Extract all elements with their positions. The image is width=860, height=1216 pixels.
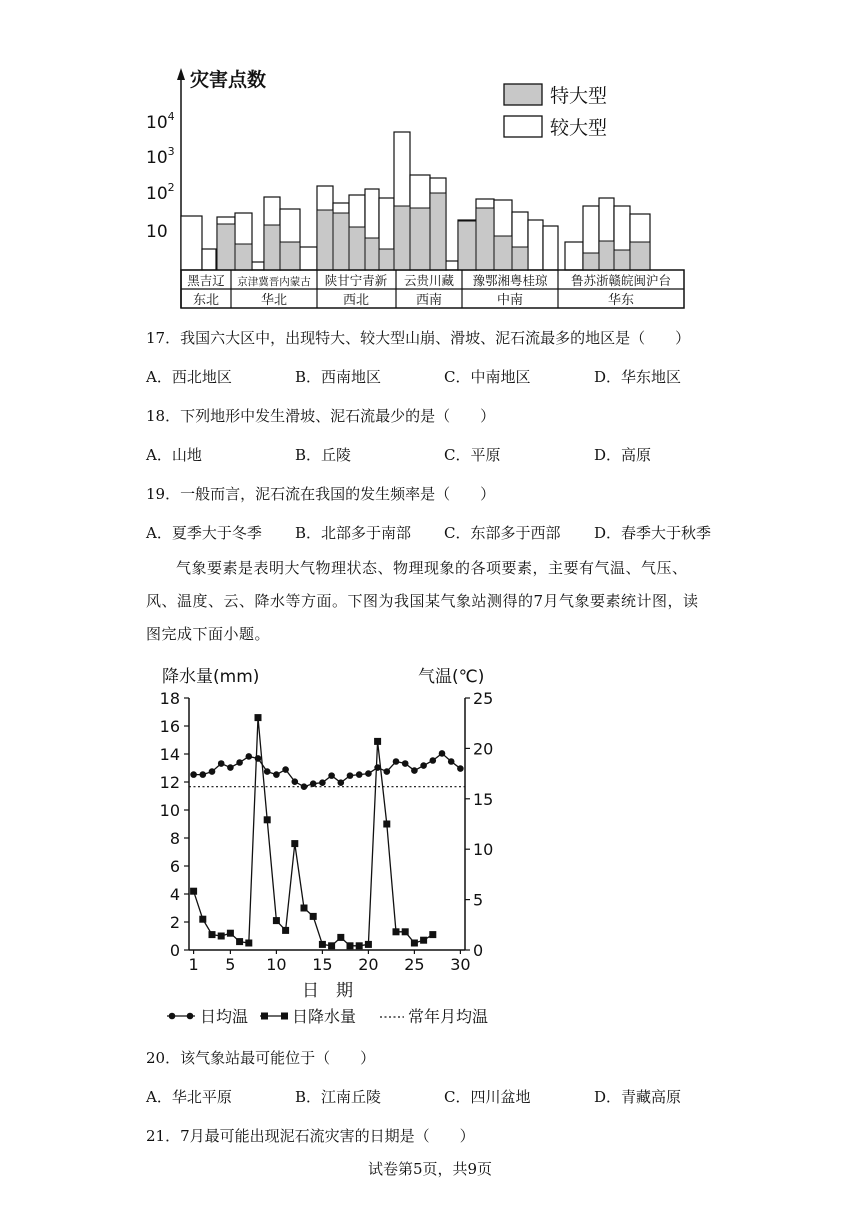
option-19a[interactable]: A．夏季大于冬季 bbox=[146, 524, 262, 542]
temp-point bbox=[402, 760, 409, 767]
precip-point bbox=[218, 933, 225, 940]
temp-point bbox=[347, 772, 354, 779]
temp-point bbox=[319, 779, 326, 786]
precip-point bbox=[319, 941, 326, 948]
temp-point bbox=[310, 780, 317, 787]
temp-point bbox=[384, 768, 391, 775]
svg-text:104: $10^4$ bbox=[146, 110, 175, 133]
x-tick-label: 25 bbox=[404, 955, 425, 974]
y-tick-10e4: 4 bbox=[167, 110, 175, 123]
svg-text:103: $10^3$ bbox=[146, 145, 175, 168]
precip-point bbox=[347, 942, 354, 949]
option-18c[interactable]: C．平原 bbox=[444, 446, 501, 464]
temp-point bbox=[200, 771, 207, 778]
bar-major bbox=[458, 221, 476, 270]
legend-label-major: 特大型 bbox=[550, 85, 608, 107]
y-right-tick-label: 10 bbox=[473, 840, 494, 860]
bar-large bbox=[181, 216, 202, 270]
y-right-tick-label: 25 bbox=[473, 689, 494, 708]
temp-point bbox=[457, 765, 464, 772]
temp-point bbox=[356, 771, 363, 778]
temp-point bbox=[448, 758, 455, 765]
y-left-label: 降水量(mm) bbox=[162, 667, 260, 687]
intro-paragraph: 气象要素是表明大气物理状态、物理现象的各项要素，主要有气温、气压、风、温度、云、降水等方面。下图为我国某气象站测得的7月气象要素统计图，读图完成下面小题。 bbox=[146, 559, 699, 643]
bar-major bbox=[630, 242, 650, 270]
bar-large bbox=[565, 242, 583, 270]
temp-point bbox=[328, 772, 335, 779]
question-20: 20．该气象站最可能位于（ ） bbox=[146, 1049, 376, 1067]
y-tick-label bbox=[146, 110, 175, 133]
precip-point bbox=[310, 913, 317, 920]
province-cell: 云贵川藏 bbox=[403, 273, 455, 288]
y-left-tick-label: 16 bbox=[159, 717, 180, 736]
precip-point bbox=[190, 888, 197, 895]
option-17d[interactable]: D．华东地区 bbox=[594, 368, 682, 386]
y-tick-label bbox=[146, 181, 175, 204]
precip-point bbox=[301, 905, 308, 912]
legend-swatch-white bbox=[504, 116, 542, 137]
option-17a[interactable]: A．西北地区 bbox=[146, 368, 232, 386]
y-left-tick-label: 4 bbox=[169, 885, 180, 904]
bar-major bbox=[333, 213, 349, 270]
bar-large bbox=[300, 247, 317, 270]
region-cell: 西南 bbox=[415, 293, 443, 308]
temp-point bbox=[255, 755, 262, 762]
question-17: 17．我国六大区中，出现特大、较大型山崩、滑坡、泥石流最多的地区是（ ） bbox=[146, 329, 691, 347]
precip-point bbox=[365, 941, 372, 948]
precip-point bbox=[236, 938, 243, 945]
region-cell: 东北 bbox=[192, 293, 220, 308]
region-cell: 西北 bbox=[342, 293, 370, 308]
svg-text:102: $10^2$ bbox=[146, 181, 175, 204]
option-17c[interactable]: C．中南地区 bbox=[444, 368, 531, 386]
legend-precip-marker bbox=[281, 1013, 288, 1020]
precip-point bbox=[402, 928, 409, 935]
y-axis-label: 灾害点数 bbox=[190, 69, 267, 91]
bar-major bbox=[264, 225, 280, 270]
legend-precip: 日降水量 bbox=[292, 1007, 357, 1026]
bar-large bbox=[202, 249, 216, 270]
option-19b[interactable]: B．北部多于南部 bbox=[295, 524, 412, 542]
bar-major bbox=[365, 238, 379, 270]
region-table bbox=[181, 270, 684, 308]
weather-chart bbox=[150, 660, 510, 1030]
y-left-tick-label: 14 bbox=[159, 745, 180, 764]
province-cell: 豫鄂湘粤桂琼 bbox=[472, 273, 548, 288]
province-cell: 黑吉辽 bbox=[187, 273, 225, 288]
legend-temp-marker bbox=[169, 1013, 176, 1020]
province-cell: 京津冀晋内蒙古 bbox=[237, 276, 311, 288]
option-18b[interactable]: B．丘陵 bbox=[295, 446, 352, 464]
bar-major bbox=[394, 206, 410, 270]
temp-point bbox=[273, 771, 280, 778]
bar-major bbox=[217, 224, 235, 270]
precip-point bbox=[264, 816, 271, 823]
region-cell: 中南 bbox=[496, 293, 524, 308]
y-right-tick-label: 0 bbox=[473, 941, 484, 960]
option-18d[interactable]: D．高原 bbox=[594, 446, 652, 464]
temp-point bbox=[209, 768, 216, 775]
y-left-tick-label: 6 bbox=[169, 857, 180, 876]
y-left-tick-label: 2 bbox=[169, 913, 180, 932]
temp-point bbox=[292, 778, 299, 785]
precip-point bbox=[420, 937, 427, 944]
temp-point bbox=[374, 764, 381, 771]
x-axis-label: 日 期 bbox=[302, 981, 353, 1001]
precip-point bbox=[273, 917, 280, 924]
bar-major bbox=[280, 242, 300, 270]
precip-point bbox=[199, 916, 206, 923]
precip-point bbox=[411, 940, 418, 947]
bar-major bbox=[349, 227, 365, 270]
precip-point bbox=[291, 840, 298, 847]
bar-major bbox=[614, 250, 630, 270]
precip-point bbox=[393, 928, 400, 935]
bar-major bbox=[583, 253, 599, 270]
temp-point bbox=[420, 762, 427, 769]
bar-major bbox=[599, 241, 614, 270]
option-20d[interactable]: D．青藏高原 bbox=[594, 1088, 682, 1106]
y-right-tick-label: 5 bbox=[473, 890, 484, 910]
y-right-tick-label: 15 bbox=[473, 789, 494, 809]
temp-point bbox=[365, 770, 372, 777]
bar-large bbox=[446, 261, 458, 270]
temp-point bbox=[282, 766, 289, 773]
x-tick-label: 15 bbox=[312, 955, 333, 974]
question-19: 19．一般而言，泥石流在我国的发生频率是（ ） bbox=[146, 485, 496, 503]
bar-major bbox=[476, 208, 494, 270]
y-left-tick-label: 18 bbox=[159, 689, 180, 708]
option-20b[interactable]: B．江南丘陵 bbox=[295, 1088, 382, 1106]
precip-point bbox=[429, 931, 436, 938]
temp-point bbox=[430, 757, 437, 764]
temp-series-line bbox=[194, 753, 461, 786]
temp-point bbox=[264, 768, 271, 775]
option-17b[interactable]: B．西南地区 bbox=[295, 368, 382, 386]
legend-temp-marker bbox=[187, 1013, 194, 1020]
legend-normal: 常年月均温 bbox=[408, 1007, 489, 1026]
temp-point bbox=[227, 764, 234, 771]
question-18: 18．下列地形中发生滑坡、泥石流最少的是（ ） bbox=[146, 407, 496, 425]
option-18a[interactable]: A．山地 bbox=[146, 446, 202, 464]
temp-point bbox=[439, 750, 446, 757]
bar-large bbox=[528, 220, 543, 270]
legend bbox=[167, 1007, 488, 1026]
y-tick-10: 10 bbox=[146, 222, 168, 242]
y-right-tick-label: 20 bbox=[473, 739, 494, 759]
bar-major bbox=[235, 244, 252, 270]
precip-series-line bbox=[194, 718, 433, 946]
bar-major bbox=[317, 210, 333, 270]
bar-major bbox=[410, 208, 430, 270]
temp-point bbox=[411, 767, 418, 774]
region-cell: 华东 bbox=[607, 293, 635, 308]
legend-label-large: 较大型 bbox=[550, 117, 608, 139]
temp-point bbox=[246, 753, 253, 760]
temp-point bbox=[301, 783, 308, 790]
option-19c[interactable]: C．东部多于西部 bbox=[444, 524, 561, 542]
legend-temp: 日均温 bbox=[200, 1007, 249, 1026]
precip-point bbox=[209, 931, 216, 938]
precip-point bbox=[245, 940, 252, 947]
temp-point bbox=[190, 771, 197, 778]
y-left-tick-label: 12 bbox=[159, 773, 180, 792]
option-19d[interactable]: D．春季大于秋季 bbox=[594, 524, 712, 542]
temp-point bbox=[236, 759, 243, 766]
y-tick-10e2: 2 bbox=[167, 181, 175, 194]
precip-point bbox=[374, 738, 381, 745]
x-tick-label: 5 bbox=[225, 955, 236, 974]
question-21: 21．7月最可能出现泥石流灾害的日期是（ ） bbox=[146, 1127, 475, 1145]
option-20a[interactable]: A．华北平原 bbox=[146, 1088, 232, 1106]
precip-point bbox=[356, 942, 363, 949]
x-tick-label: 20 bbox=[358, 955, 379, 974]
x-tick-label: 30 bbox=[450, 955, 471, 974]
disaster-chart bbox=[140, 60, 700, 310]
legend-precip-marker bbox=[261, 1013, 268, 1020]
bar-major bbox=[379, 249, 394, 270]
temp-point bbox=[218, 760, 225, 767]
precip-point bbox=[227, 930, 234, 937]
bar-major bbox=[512, 247, 528, 270]
y-left-tick-label: 10 bbox=[159, 801, 180, 820]
x-tick-label: 1 bbox=[188, 955, 199, 974]
bar-large bbox=[543, 226, 558, 270]
province-cell: 鲁苏浙赣皖闽沪台 bbox=[570, 273, 672, 288]
precip-point bbox=[282, 927, 289, 934]
bar-major bbox=[430, 193, 446, 270]
precip-point bbox=[383, 821, 390, 828]
legend-swatch-gray bbox=[504, 84, 542, 105]
option-20c[interactable]: C．四川盆地 bbox=[444, 1088, 531, 1106]
precip-point bbox=[337, 934, 344, 941]
y-left-tick-label: 0 bbox=[169, 941, 180, 960]
region-cell: 华北 bbox=[260, 293, 288, 308]
y-left-tick-label: 8 bbox=[169, 829, 180, 848]
temp-point bbox=[393, 758, 400, 765]
y-tick-10e3: 3 bbox=[167, 145, 175, 158]
bar-large bbox=[252, 262, 264, 270]
province-cell: 陕甘宁青新 bbox=[324, 273, 388, 288]
page-footer: 试卷第5页，共9页 bbox=[367, 1160, 493, 1178]
temp-point bbox=[338, 779, 345, 786]
precip-point bbox=[255, 714, 262, 721]
x-tick-label: 10 bbox=[266, 955, 287, 974]
y-right-label: 气温(℃) bbox=[418, 667, 485, 687]
y-axis-arrow-icon bbox=[177, 68, 185, 80]
bar-major bbox=[494, 236, 512, 270]
precip-point bbox=[328, 942, 335, 949]
y-tick-label bbox=[146, 145, 175, 168]
